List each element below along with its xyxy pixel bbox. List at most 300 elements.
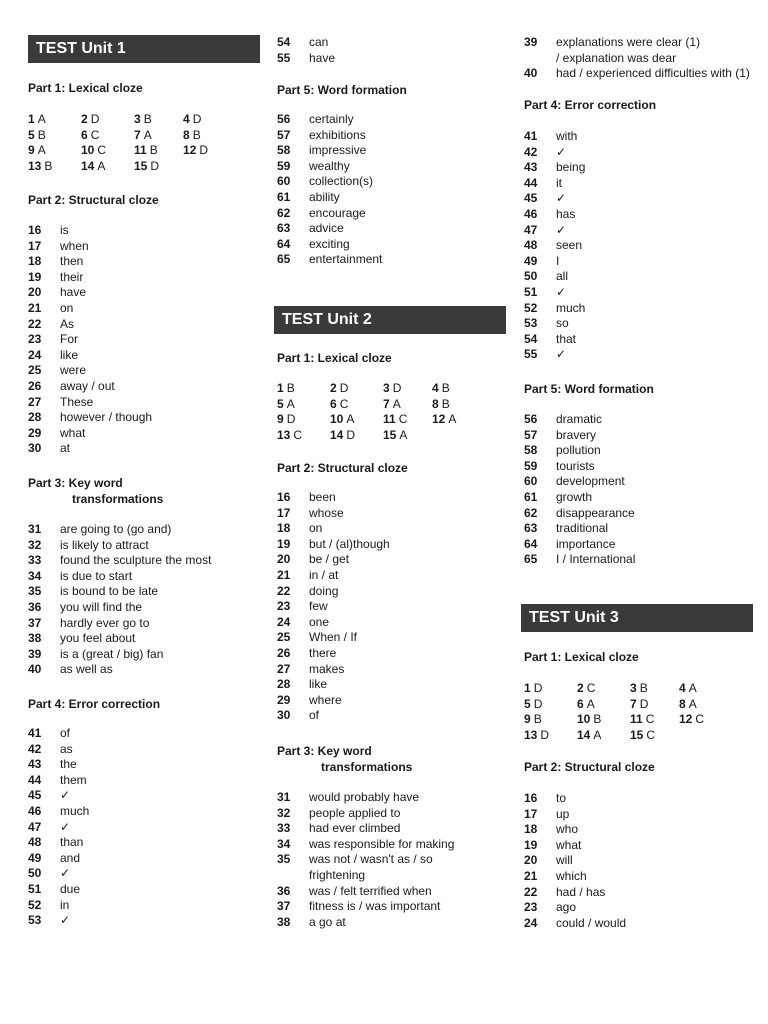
question-number: 22 <box>277 583 291 598</box>
question-number: 45 <box>28 788 42 803</box>
question-number: 23 <box>28 332 42 347</box>
answer-text: are going to (go and) <box>60 522 172 536</box>
question-number: 1 <box>524 681 531 695</box>
answer-letter: D <box>150 158 160 173</box>
grid-answer <box>330 381 348 397</box>
answer-letter: D <box>199 143 209 158</box>
unit1-part3-heading-line2: transformations <box>72 492 164 506</box>
answer-text: growth <box>556 490 593 504</box>
question-number: 65 <box>524 552 538 567</box>
answer-text: when <box>60 238 89 253</box>
question-number: 3 <box>383 381 390 395</box>
question-number: 9 <box>277 412 284 427</box>
answer-text: away / out <box>60 379 115 393</box>
answer-text: that <box>556 331 577 346</box>
grid-answer <box>679 712 704 728</box>
question-number: 8 <box>679 696 686 711</box>
answer-text: advice <box>309 221 344 236</box>
question-number: 54 <box>524 331 538 346</box>
question-number: 61 <box>277 190 291 204</box>
question-number: 7 <box>630 696 637 711</box>
question-number: 5 <box>28 127 35 142</box>
question-number: 59 <box>524 458 538 473</box>
grid-answer <box>679 697 697 713</box>
answer-letter: A <box>346 412 355 427</box>
answer-text: bravery <box>556 427 597 442</box>
question-number: 17 <box>277 505 291 520</box>
question-number: 8 <box>432 396 439 411</box>
answer-text: ✓ <box>556 144 567 159</box>
question-number: 26 <box>277 646 291 660</box>
question-number: 31 <box>277 790 291 804</box>
question-number: 50 <box>524 269 538 284</box>
answer-text: ✓ <box>556 191 567 206</box>
answer-text: ✓ <box>556 222 567 237</box>
grid-answer <box>134 112 152 128</box>
question-number: 49 <box>28 850 42 865</box>
answer-text: entertainment <box>309 252 383 267</box>
question-number: 6 <box>577 696 584 711</box>
question-number: 56 <box>277 112 291 126</box>
question-number: 14 <box>330 427 344 442</box>
question-number: 4 <box>679 681 686 695</box>
answer-text: disappearance <box>556 505 635 520</box>
question-number: 24 <box>524 915 538 930</box>
grid-answer <box>277 428 302 444</box>
answer-letter: C <box>398 412 408 427</box>
answer-letter: A <box>399 427 408 442</box>
grid-answer <box>134 159 159 175</box>
question-number: 23 <box>277 599 291 614</box>
answer-text: hardly ever go to <box>60 615 150 630</box>
answer-text: These <box>60 394 94 409</box>
answer-text: is <box>60 223 69 237</box>
question-number: 36 <box>28 600 42 614</box>
question-number: 62 <box>277 205 291 220</box>
question-number: 44 <box>524 175 538 190</box>
question-number: 62 <box>524 505 538 520</box>
question-number: 12 <box>679 712 693 727</box>
grid-answer <box>383 397 401 413</box>
question-number: 10 <box>577 712 591 727</box>
answer-text: them <box>60 772 87 787</box>
answer-letter: D <box>90 112 100 126</box>
question-number: 10 <box>81 143 95 158</box>
answer-letter: C <box>695 712 705 727</box>
question-number: 14 <box>577 727 591 742</box>
answer-text: has <box>556 207 576 221</box>
answer-text: people applied to <box>309 805 401 820</box>
answer-text: where <box>309 692 342 707</box>
question-number: 47 <box>524 222 538 237</box>
answer-text: like <box>309 677 328 692</box>
answer-text: was responsible for making <box>309 836 455 851</box>
question-number: 57 <box>524 427 538 442</box>
question-number: 64 <box>277 236 291 251</box>
answer-text: had ever climbed <box>309 821 401 836</box>
grid-answer <box>28 128 46 144</box>
answer-text: few <box>309 599 328 614</box>
answer-text: been <box>309 490 336 504</box>
answer-text: is a (great / big) fan <box>60 646 164 661</box>
question-number: 16 <box>277 490 291 504</box>
question-number: 11 <box>134 143 147 158</box>
answer-text: frightening <box>309 868 366 882</box>
answer-text: what <box>60 425 86 440</box>
answer-text: but / (al)though <box>309 536 390 551</box>
question-number: 49 <box>524 253 538 268</box>
grid-answer <box>330 412 354 428</box>
answer-text: ✓ <box>556 285 567 299</box>
question-number: 7 <box>383 396 390 411</box>
grid-answer <box>383 428 407 444</box>
answer-text: / explanation was dear <box>556 50 677 65</box>
question-number: 30 <box>28 441 42 456</box>
question-number: 28 <box>28 410 42 425</box>
answer-letter: C <box>645 712 655 727</box>
question-number: 43 <box>28 757 42 772</box>
answer-text: ✓ <box>60 866 71 881</box>
grid-answer <box>524 681 542 697</box>
question-number: 29 <box>277 692 291 707</box>
question-number: 34 <box>277 836 291 851</box>
question-number: 12 <box>183 143 197 158</box>
question-number: 15 <box>630 727 644 742</box>
question-number: 20 <box>28 285 42 300</box>
question-number: 58 <box>524 443 538 458</box>
grid-answer <box>383 381 401 397</box>
answer-text: ✓ <box>556 347 567 362</box>
answer-letter: B <box>441 396 450 411</box>
answer-text: importance <box>556 536 616 551</box>
unit1-part3-heading <box>28 475 163 507</box>
answer-letter: D <box>533 681 543 695</box>
question-number: 21 <box>28 301 42 315</box>
question-number: 52 <box>524 300 538 315</box>
question-number: 4 <box>432 381 439 395</box>
grid-answer <box>330 428 355 444</box>
question-number: 1 <box>277 381 284 395</box>
question-number: 23 <box>524 900 538 915</box>
answer-text: to <box>556 791 567 805</box>
answer-letter: C <box>90 127 100 142</box>
unit1-part5-heading: Part 5: Word formation <box>277 83 407 97</box>
question-number: 45 <box>524 191 538 206</box>
unit1-part1-heading: Part 1: Lexical cloze <box>28 81 143 95</box>
answer-text: so <box>556 316 569 331</box>
answer-letter: D <box>286 412 296 427</box>
answer-text: exhibitions <box>309 127 366 142</box>
question-number: 27 <box>277 661 291 676</box>
grid-answer <box>524 697 542 713</box>
answer-text: wealthy <box>309 158 350 173</box>
answer-letter: B <box>149 143 158 158</box>
answer-text: be / get <box>309 552 350 567</box>
answer-text: fitness is / was important <box>309 899 441 914</box>
question-number: 60 <box>277 174 291 189</box>
question-number: 53 <box>524 316 538 331</box>
question-number: 2 <box>577 681 584 695</box>
question-number: 16 <box>524 791 538 805</box>
question-number: 18 <box>277 521 291 536</box>
unit2-part3-heading <box>277 743 412 775</box>
answer-text: was not / wasn't as / so <box>309 852 433 867</box>
answer-text: have <box>60 285 87 300</box>
question-number: 31 <box>28 522 42 536</box>
answer-letter: C <box>97 143 107 158</box>
answer-text: is likely to attract <box>60 537 149 552</box>
question-number: 42 <box>28 741 42 756</box>
answer-text: which <box>556 869 587 883</box>
question-number: 36 <box>277 883 291 898</box>
answer-text: ago <box>556 900 577 915</box>
answer-letter: A <box>37 112 46 126</box>
answer-text: had / experienced difficulties with (1) <box>556 66 750 81</box>
question-number: 13 <box>277 427 291 442</box>
question-number: 63 <box>277 221 291 236</box>
answer-text: will <box>556 853 573 868</box>
answer-text: traditional <box>556 521 609 536</box>
answer-text: as well as <box>60 662 113 677</box>
question-number: 33 <box>277 821 291 836</box>
answer-text: were <box>60 363 87 378</box>
answer-text: who <box>556 822 579 837</box>
question-number: 2 <box>330 381 337 395</box>
answer-text: in / at <box>309 568 339 582</box>
answer-letter: B <box>533 712 542 727</box>
question-number: 24 <box>277 614 291 629</box>
question-number: 18 <box>28 254 42 269</box>
grid-answer <box>81 112 99 128</box>
grid-answer <box>183 112 201 128</box>
question-number: 56 <box>524 412 538 426</box>
question-number: 43 <box>524 160 538 175</box>
question-number: 21 <box>277 568 291 582</box>
question-number: 50 <box>28 866 42 881</box>
question-number: 47 <box>28 819 42 834</box>
answer-text: the <box>60 757 77 772</box>
question-number: 15 <box>134 158 148 173</box>
answer-letter: A <box>392 396 401 411</box>
answer-text: certainly <box>309 112 354 126</box>
question-number: 24 <box>28 347 42 362</box>
answer-text: ✓ <box>60 913 71 928</box>
question-number: 42 <box>524 144 538 159</box>
grid-answer <box>28 159 52 175</box>
answer-text: there <box>309 646 337 660</box>
question-number: 15 <box>383 427 397 442</box>
question-number: 53 <box>28 913 42 928</box>
question-number: 12 <box>432 412 446 427</box>
question-number: 17 <box>28 238 42 253</box>
answer-text: encourage <box>309 205 366 220</box>
question-number: 25 <box>28 363 42 378</box>
unit2-part1-heading: Part 1: Lexical cloze <box>277 351 392 365</box>
answer-letter: A <box>97 158 106 173</box>
question-number: 5 <box>277 396 284 411</box>
answer-text: of <box>60 726 71 740</box>
question-number: 3 <box>134 112 141 126</box>
answer-text: with <box>556 129 578 143</box>
grid-answer <box>524 712 542 728</box>
question-number: 26 <box>28 379 42 393</box>
question-number: 40 <box>524 66 538 81</box>
answer-text: When / If <box>309 630 358 645</box>
question-number: 48 <box>28 835 42 850</box>
grid-answer <box>383 412 407 428</box>
answer-text: on <box>309 521 323 536</box>
answer-text: much <box>556 300 586 315</box>
answer-letter: D <box>346 427 356 442</box>
question-number: 30 <box>277 708 291 723</box>
question-number: 20 <box>524 853 538 868</box>
answer-text: up <box>556 806 570 821</box>
answer-letter: B <box>192 127 201 142</box>
grid-answer <box>28 112 46 128</box>
answer-text: would probably have <box>309 790 420 804</box>
question-number: 13 <box>28 158 42 173</box>
question-number: 14 <box>81 158 95 173</box>
question-number: 41 <box>524 129 538 143</box>
question-number: 9 <box>524 712 531 727</box>
question-number: 37 <box>28 615 42 630</box>
question-number: 46 <box>524 207 538 221</box>
question-number: 38 <box>28 631 42 646</box>
answer-text: much <box>60 804 90 818</box>
answer-letter: D <box>533 696 543 711</box>
question-number: 48 <box>524 238 538 253</box>
question-number: 19 <box>277 536 291 551</box>
answer-letter: B <box>286 381 295 395</box>
question-number: 58 <box>277 143 291 158</box>
answer-letter: B <box>143 112 152 126</box>
grid-answer <box>432 397 450 413</box>
answer-letter: B <box>44 158 53 173</box>
answer-letter: C <box>339 396 349 411</box>
answer-letter: D <box>639 696 649 711</box>
unit1-part2-heading: Part 2: Structural cloze <box>28 193 159 207</box>
answer-text: For <box>60 332 78 347</box>
answer-text: As <box>60 316 75 331</box>
unit1-title-bar: TEST Unit 1 <box>28 35 260 63</box>
answer-text: collection(s) <box>309 174 374 189</box>
question-number: 51 <box>28 882 42 896</box>
answer-letter: A <box>593 727 602 742</box>
answer-text: due <box>60 882 81 896</box>
question-number: 35 <box>28 584 42 599</box>
unit3-part1-heading: Part 1: Lexical cloze <box>524 650 639 664</box>
question-number: 41 <box>28 726 42 740</box>
unit2-part5-heading: Part 5: Word formation <box>524 382 654 396</box>
grid-answer <box>524 728 549 744</box>
answer-text: at <box>60 441 71 456</box>
answer-text: pollution <box>556 443 601 458</box>
answer-text: explanations were clear (1) <box>556 35 701 49</box>
unit2-part3-heading-line2: transformations <box>321 760 413 774</box>
answer-text: you will find the <box>60 600 143 614</box>
grid-answer <box>577 712 601 728</box>
grid-answer <box>630 681 648 697</box>
answer-text: exciting <box>309 236 350 251</box>
question-number: 18 <box>524 822 538 837</box>
answer-letter: C <box>646 727 656 742</box>
answer-letter: B <box>639 681 648 695</box>
answer-text: seen <box>556 238 583 253</box>
answer-letter: B <box>441 381 450 395</box>
question-number: 6 <box>81 127 88 142</box>
answer-text: is due to start <box>60 568 133 583</box>
question-number: 2 <box>81 112 88 126</box>
answer-letter: D <box>339 381 349 395</box>
answer-text: ability <box>309 190 340 204</box>
question-number: 39 <box>28 646 42 661</box>
question-number: 10 <box>330 412 344 427</box>
grid-answer <box>183 143 208 159</box>
answer-text: then <box>60 254 84 269</box>
question-number: 22 <box>28 316 42 331</box>
question-number: 3 <box>630 681 637 695</box>
question-number: 59 <box>277 158 291 173</box>
answer-text: makes <box>309 661 345 676</box>
answer-text: and <box>60 850 81 865</box>
unit2-part3-heading-line1: Part 3: Key word <box>277 744 372 758</box>
question-number: 28 <box>277 677 291 692</box>
grid-answer <box>277 412 295 428</box>
answer-text: I <box>556 253 560 268</box>
question-number: 44 <box>28 772 42 787</box>
answer-text: tourists <box>556 458 595 473</box>
unit2-part2-heading: Part 2: Structural cloze <box>277 461 408 475</box>
question-number: 11 <box>630 712 643 727</box>
grid-answer <box>679 681 697 697</box>
answer-text: being <box>556 160 586 175</box>
answer-text: what <box>556 837 582 852</box>
unit1-part3-heading-line1: Part 3: Key word <box>28 476 123 490</box>
answer-text: ✓ <box>60 788 71 803</box>
answer-text: one <box>309 614 330 629</box>
answer-text: could / would <box>556 915 627 930</box>
grid-answer <box>28 143 46 159</box>
grid-answer <box>630 697 648 713</box>
question-number: 21 <box>524 869 538 883</box>
grid-answer <box>577 728 601 744</box>
question-number: 33 <box>28 553 42 568</box>
answer-text: than <box>60 835 84 850</box>
grid-answer <box>432 381 450 397</box>
grid-answer <box>277 381 295 397</box>
answer-letter: B <box>593 712 602 727</box>
answer-text: on <box>60 301 74 315</box>
question-number: 17 <box>524 806 538 821</box>
question-number: 20 <box>277 552 291 567</box>
answer-letter: A <box>688 696 697 711</box>
question-number: 60 <box>524 474 538 489</box>
question-number: 22 <box>524 884 538 899</box>
answer-text: is bound to be late <box>60 584 159 599</box>
question-number: 65 <box>277 252 291 267</box>
question-number: 9 <box>28 143 35 158</box>
answer-text: dramatic <box>556 412 603 426</box>
grid-answer <box>81 143 106 159</box>
answer-text: have <box>309 50 336 65</box>
unit2-title-bar: TEST Unit 2 <box>274 306 506 334</box>
answer-text: their <box>60 269 84 284</box>
answer-letter: A <box>37 143 46 158</box>
question-number: 57 <box>277 127 291 142</box>
question-number: 37 <box>277 899 291 914</box>
unit3-part2-heading: Part 2: Structural cloze <box>524 760 655 774</box>
answer-text: like <box>60 347 79 362</box>
